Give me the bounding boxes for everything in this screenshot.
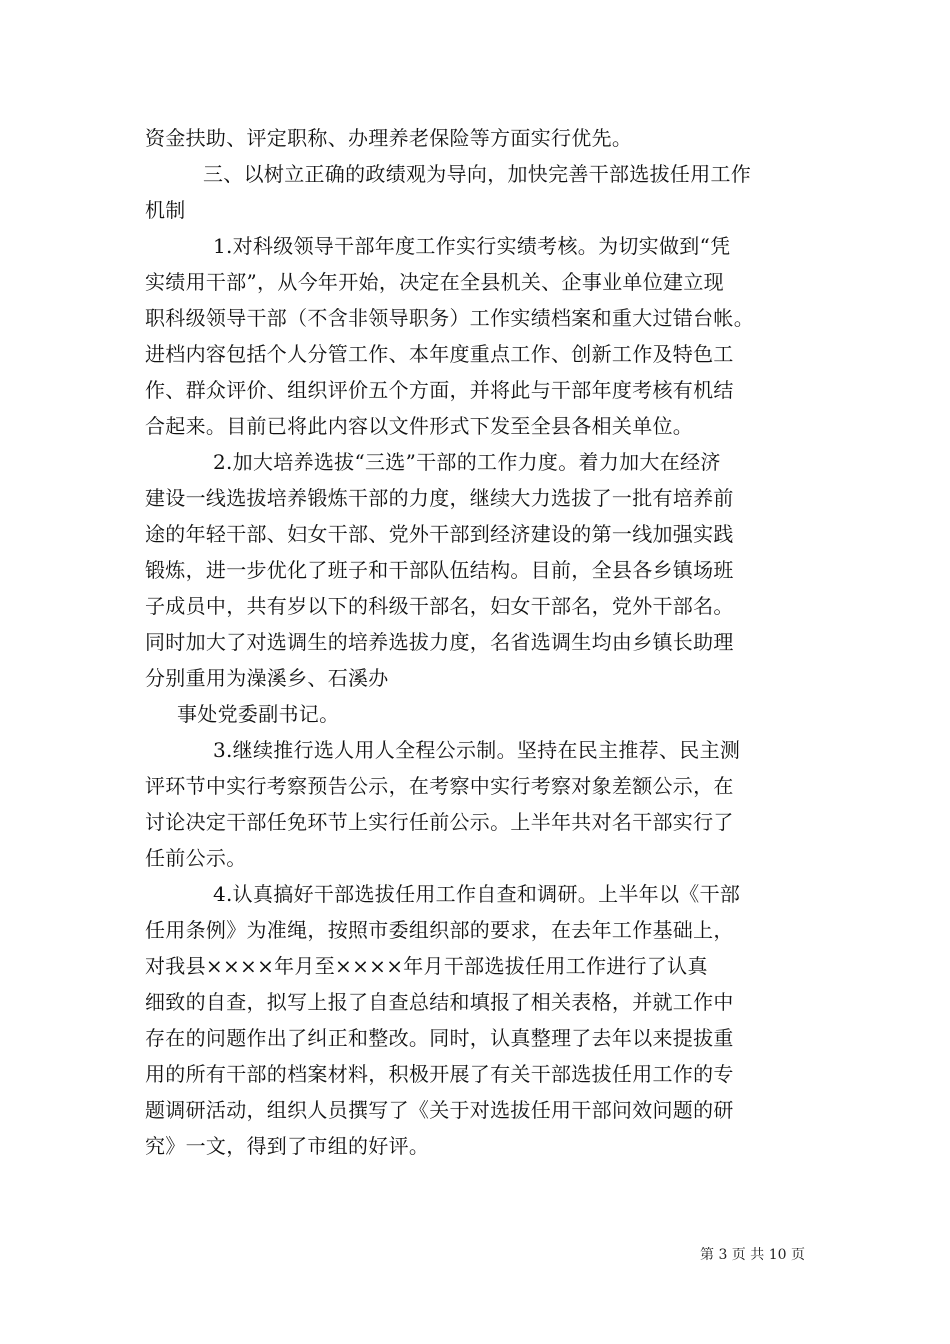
text-line: 存在的问题作出了纠正和整改。同时，认真整理了去年以来提拔重 [145, 1026, 734, 1050]
section-heading: 三、以树立正确的政绩观为导向，加快完善干部选拔任用工作 [203, 162, 752, 186]
text-line: 建设一线选拔培养锻炼干部的力度，继续大力选拔了一批有培养前 [145, 486, 734, 510]
paragraph-4-start: 4.认真搞好干部选拔任用工作自查和调研。上半年以《干部 [213, 882, 741, 906]
document-body [145, 120, 815, 1164]
paragraph-1-start: 1.对科级领导干部年度工作实行实绩考核。为切实做到“凭 [213, 234, 731, 258]
text-line: 任前公示。 [145, 846, 247, 870]
paragraph-3-start: 3.继续推行选人用人全程公示制。坚持在民主推荐、民主测 [213, 738, 741, 762]
text-line: 锻炼，进一步优化了班子和干部队伍结构。目前，全县各乡镇场班 [145, 558, 734, 582]
text-line: 作、群众评价、组织评价五个方面，并将此与干部年度考核有机结 [145, 378, 734, 402]
paragraph-2-start: 2.加大培养选拔“三选”干部的工作力度。着力加大在经济 [213, 450, 721, 474]
text-line: 进档内容包括个人分管工作、本年度重点工作、创新工作及特色工 [145, 342, 734, 366]
text-line: 讨论决定干部任免环节上实行任前公示。上半年共对名干部实行了 [145, 810, 734, 834]
text-line-indented: 事处党委副书记。 [177, 702, 340, 726]
text-line: 究》一文，得到了市组的好评。 [145, 1134, 430, 1158]
text-line: 对我县××××年月至××××年月干部选拔任用工作进行了认真 [145, 954, 708, 978]
text-line: 细致的自查，拟写上报了自查总结和填报了相关表格，并就工作中 [145, 990, 734, 1014]
text-line: 任用条例》为准绳，按照市委组织部的要求，在去年工作基础上， [145, 918, 734, 942]
text-line: 评环节中实行考察预告公示，在考察中实行考察对象差额公示，在 [145, 774, 734, 798]
text-line: 子成员中，共有岁以下的科级干部名，妇女干部名，党外干部名。 [145, 594, 734, 618]
text-line: 用的所有干部的档案材料，积极开展了有关干部选拔任用工作的专 [145, 1062, 734, 1086]
text-line: 途的年轻干部、妇女干部、党外干部到经济建设的第一线加强实践 [145, 522, 734, 546]
text-line: 分别重用为澡溪乡、石溪办 [145, 666, 389, 690]
page-number: 第 3 页 共 10 页 [700, 1247, 805, 1263]
text-line: 合起来。目前已将此内容以文件形式下发至全县各相关单位。 [145, 414, 694, 438]
text-line: 同时加大了对选调生的培养选拔力度，名省选调生均由乡镇长助理 [145, 630, 734, 654]
text-line: 资金扶助、评定职称、办理养老保险等方面实行优先。 [145, 126, 633, 150]
text-line: 题调研活动，组织人员撰写了《关于对选拔任用干部问效问题的研 [145, 1098, 734, 1122]
text-line: 职科级领导干部（不含非领导职务）工作实绩档案和重大过错台帐。 [145, 306, 754, 330]
section-heading-continued: 机制 [145, 198, 186, 222]
text-line: 实绩用干部”，从今年开始，决定在全县机关、企事业单位建立现 [145, 270, 724, 294]
